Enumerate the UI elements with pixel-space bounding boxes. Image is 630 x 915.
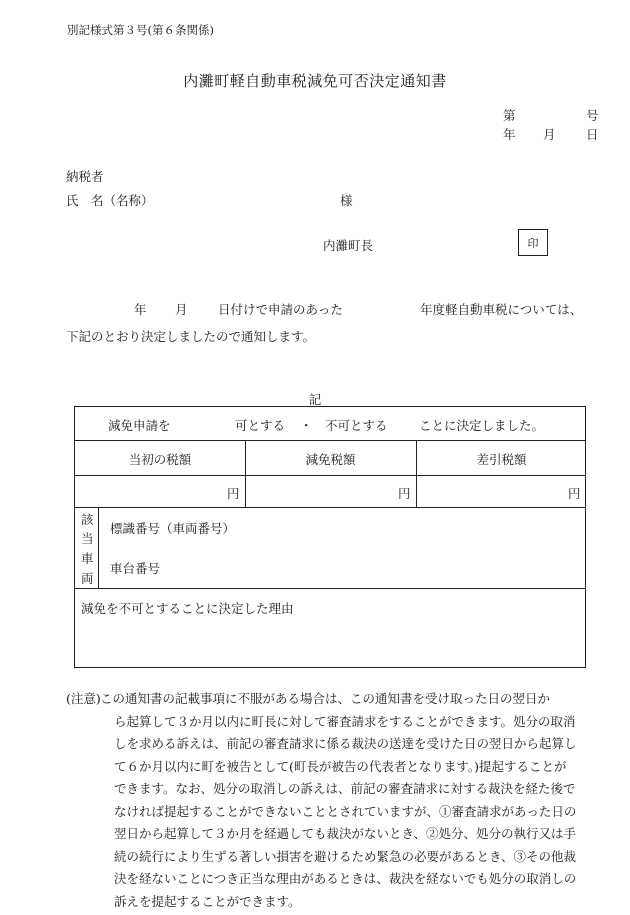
date-day: 日 <box>586 127 599 142</box>
yen-unit: 円 <box>568 486 581 501</box>
header-reduction-amount: 減免税額 <box>305 452 356 467</box>
note-line: なければ提起することができないこととされていますが、①審査請求があった日の <box>114 803 577 819</box>
number-prefix: 第 <box>503 108 516 123</box>
table-rule <box>98 507 99 588</box>
header-original-tax: 当初の税額 <box>128 452 192 467</box>
table-rule <box>75 588 585 589</box>
yen-unit: 円 <box>227 486 240 501</box>
decision-reject: 不可とする <box>325 418 388 433</box>
note-line: 翌日から起算して３か月を経過しても裁決がないとき、②処分、処分の執行又は手 <box>114 826 577 841</box>
number-suffix: 号 <box>586 108 599 123</box>
document-title: 内灘町軽自動車税減免可否決定通知書 <box>183 72 447 90</box>
note-line: ら起算して３か月以内に町長に対して審査請求をすることができます。処分の取消 <box>114 713 576 729</box>
table-rule <box>75 507 585 508</box>
note-line: 決を経ないことにつき正当な理由があるときは、裁決を経ないでも処分の取消しの <box>114 871 577 886</box>
date-month: 月 <box>543 127 556 142</box>
honorific: 様 <box>340 193 353 208</box>
note-line: しを求める訴えは、前記の審査請求に係る裁決の送達を受けた日の翌日から起算し <box>114 736 577 751</box>
body-notice-text: 下記のとおり決定しましたので通知します。 <box>66 329 316 344</box>
note-line: 訴えを提起することができます。 <box>114 893 301 909</box>
note-line: この通知書の記載事項に不服がある場合は、この通知書を受け取った日の翌日か <box>100 691 551 706</box>
decision-prefix: 減免申請を <box>108 418 171 433</box>
decision-suffix: ことに決定しました。 <box>419 418 545 433</box>
table-rule <box>75 440 585 441</box>
note-line: 続の続行により生ずる著しい損害を避けるため緊急の必要があるとき、③その他裁 <box>114 848 577 864</box>
seal-box <box>518 229 548 256</box>
body-application-text: 日付けで申請のあった <box>218 302 343 317</box>
date-year: 年 <box>503 127 516 142</box>
form-label: 別記様式第３号(第６条関係) <box>67 23 214 37</box>
rejection-reason-label: 減免を不可とすることに決定した理由 <box>81 601 294 616</box>
note-heading: (注意) <box>66 691 101 706</box>
note-line: できます。なお、処分の取消しの訴えは、前記の審査請求に対する裁決を経た後で <box>114 781 576 796</box>
decision-approve: 可とする <box>235 418 286 433</box>
vehicle-label-char: 該 <box>81 512 94 527</box>
taxpayer-label: 納税者 <box>66 169 104 184</box>
chassis-number-label: 車台番号 <box>110 561 161 576</box>
note-body <box>100 688 606 913</box>
vehicle-label-char: 両 <box>81 571 94 586</box>
body-month: 月 <box>175 302 188 317</box>
body-year: 年 <box>134 302 147 317</box>
body-fiscal-year-text: 年度軽自動車税については、 <box>420 302 583 317</box>
ki-heading: 記 <box>308 392 322 407</box>
yen-unit: 円 <box>398 486 411 501</box>
issuer-mayor: 内灘町長 <box>323 238 374 253</box>
plate-number-label: 標識番号（車両番号） <box>110 521 236 536</box>
note-line: て６か月以内に町を被告として(町長が被告の代表者となります。)提起することが <box>114 758 567 774</box>
header-net-tax: 差引税額 <box>476 452 527 467</box>
vehicle-label-char: 当 <box>81 531 94 546</box>
table-rule <box>75 475 585 476</box>
name-label: 氏 名（名称） <box>66 193 154 208</box>
seal-label: 印 <box>527 236 539 250</box>
decision-separator: ・ <box>300 418 313 433</box>
vehicle-label-char: 車 <box>81 551 94 566</box>
decision-table <box>74 406 586 668</box>
